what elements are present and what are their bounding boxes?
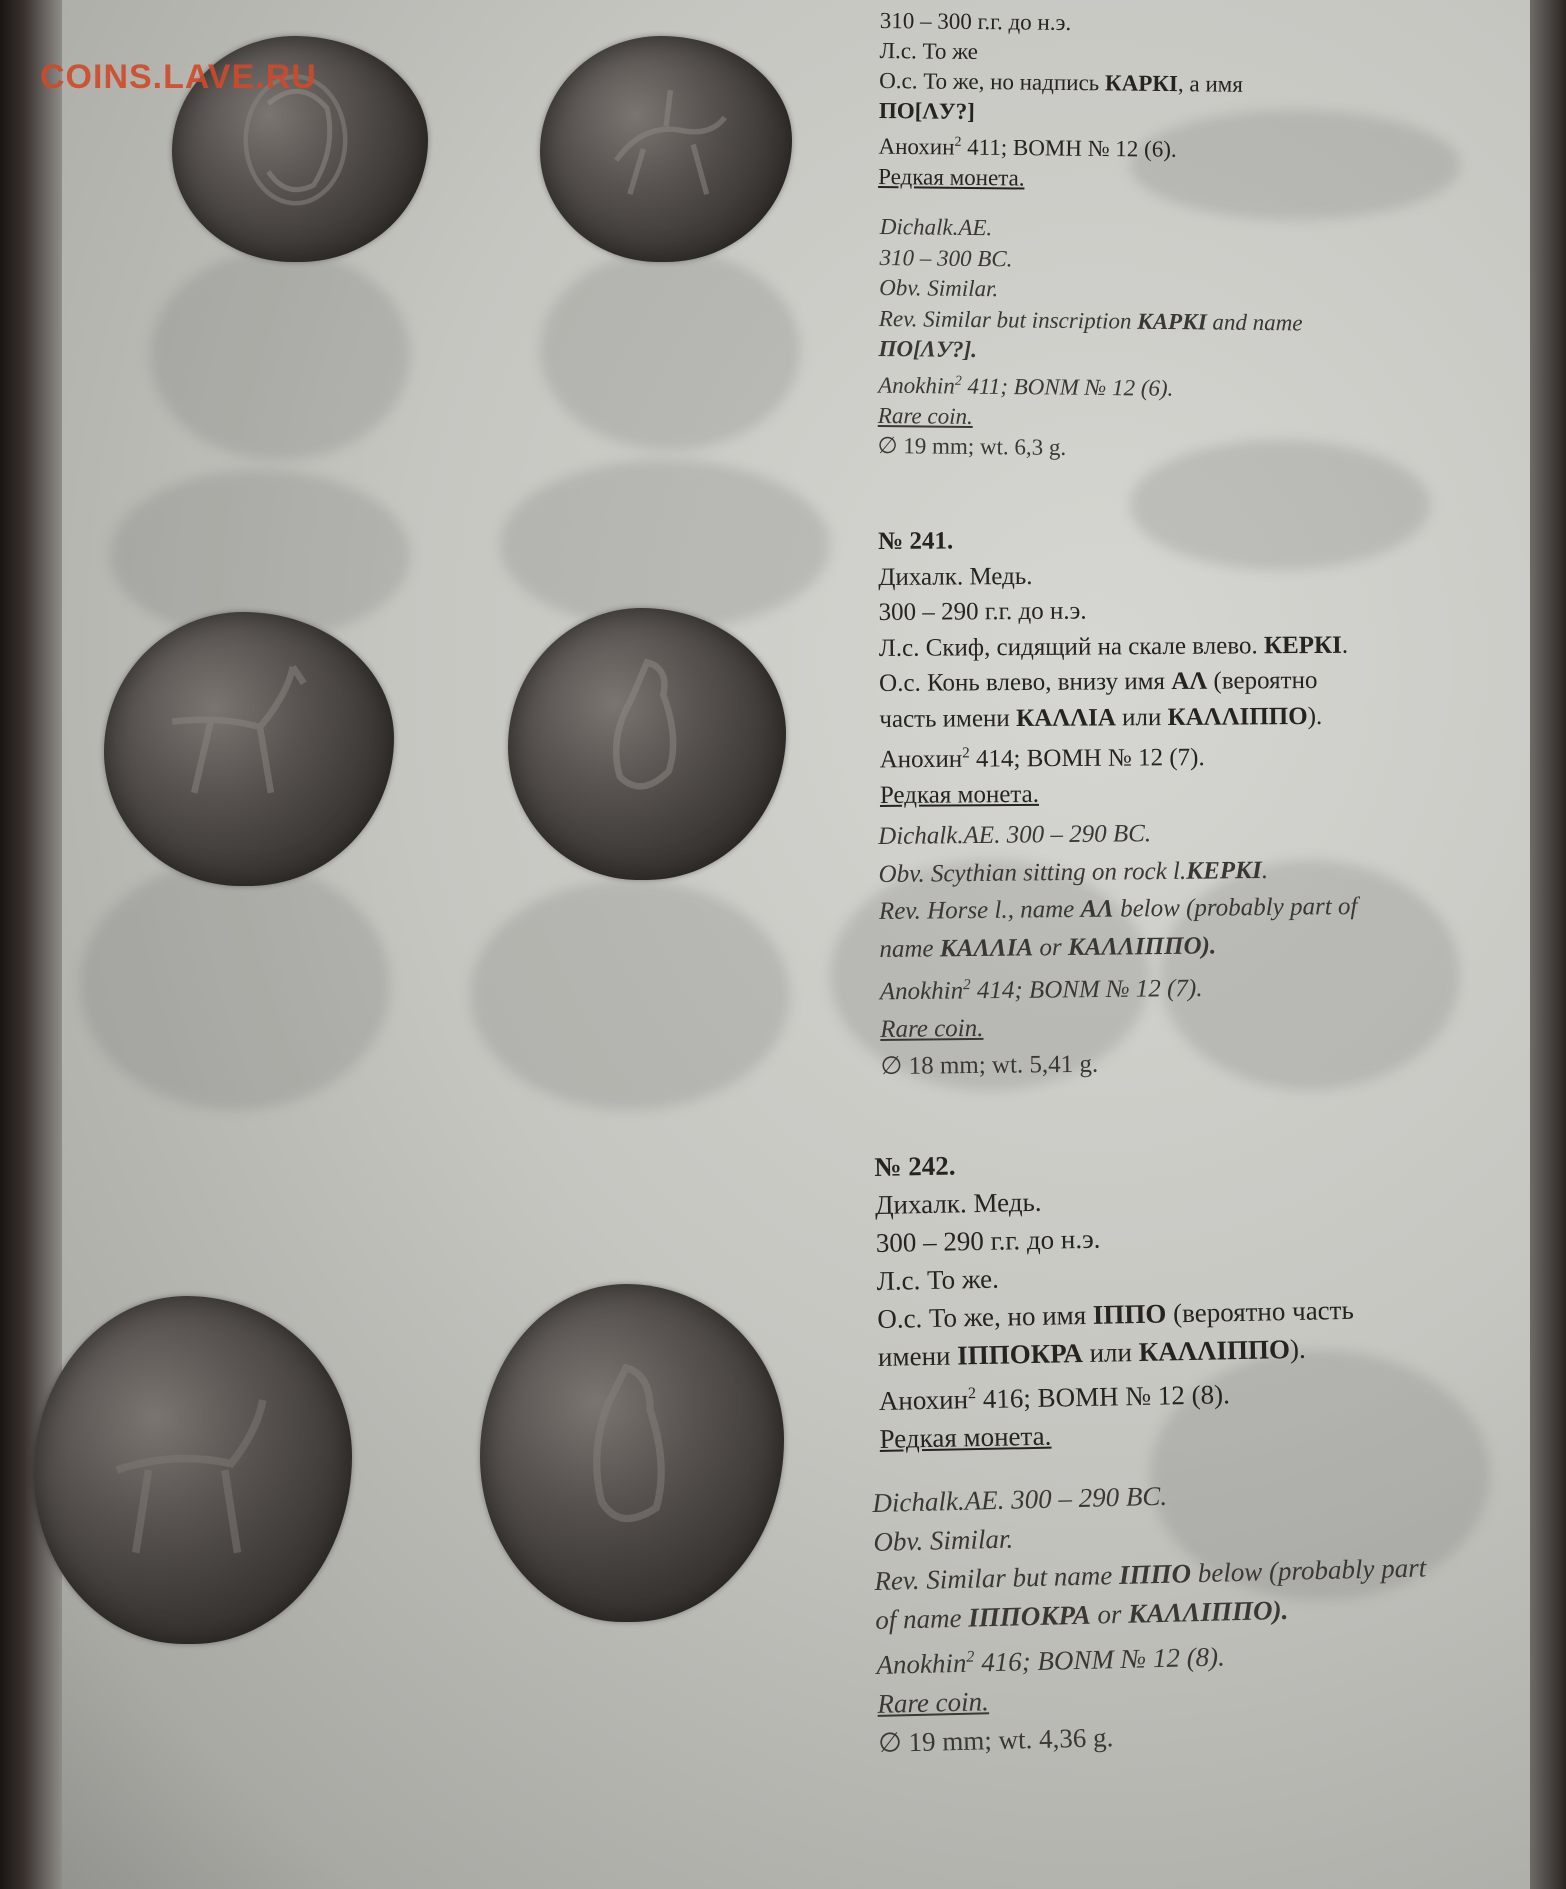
inscription: КАΛΛIППО: [1138, 1334, 1291, 1367]
inscription: IППОКРА: [956, 1338, 1084, 1371]
reference-line: [880, 963, 1359, 1011]
text: below (probably part: [1190, 1552, 1427, 1589]
inscription: КАΛΛIА: [939, 933, 1034, 962]
show-through-shadow: [150, 250, 410, 460]
superscript: 2: [966, 1647, 975, 1666]
coin-242-reverse-photo: [480, 1284, 784, 1622]
text: below (probably part of: [1113, 892, 1358, 923]
text: 414; ВОМН № 12 (7).: [969, 744, 1205, 773]
text: ).: [1289, 1333, 1306, 1365]
seated-scythian-relief: [508, 608, 786, 880]
obverse-line: Obv. Similar.: [879, 274, 999, 302]
rarity-line: Rare coin.: [880, 1014, 984, 1043]
inscription: IППО: [1092, 1298, 1167, 1330]
text: 411; BONM № 12 (6).: [961, 373, 1174, 401]
obverse-line: Obv. Similar.: [873, 1523, 1014, 1557]
denomination-line: Dichalk.AE. 300 – 290 BC.: [872, 1480, 1168, 1518]
text: О.с. Конь влево, внизу имя: [879, 667, 1172, 697]
text: Anokhin: [878, 372, 955, 398]
name-line: ПО[ΛУ?]: [878, 97, 976, 124]
show-through-shadow: [540, 250, 800, 450]
inscription: КАРКI: [1104, 70, 1179, 97]
text: Rev. Similar but name: [874, 1559, 1120, 1596]
rarity-line: Редкая монета.: [879, 1420, 1052, 1454]
text: Анохин: [878, 133, 955, 160]
entry-241-english: [878, 813, 1359, 1086]
superscript: 2: [967, 1384, 977, 1403]
text: Л.с. Скиф, сидящий на скале влево.: [878, 631, 1265, 662]
text: 416; ВОМН № 12 (8).: [975, 1379, 1231, 1415]
entry-242-english: [872, 1471, 1431, 1763]
obverse-line: [879, 627, 1348, 666]
name-line: ПО[ΛУ?].: [878, 335, 978, 363]
obverse-line: [878, 850, 1357, 893]
reverse-line: [879, 303, 1303, 338]
reverse-line-1: [879, 888, 1358, 931]
denomination-line: Dichalk.AE.: [879, 213, 993, 241]
inscription: IППОКРА: [967, 1599, 1092, 1633]
rarity-line: Редкая монета.: [878, 163, 1025, 191]
entry-240-english: [877, 212, 1303, 466]
horse-relief: [104, 612, 394, 886]
date-line: 310 – 300 BC.: [879, 244, 1013, 271]
rarity-line: Редкая монета.: [879, 780, 1040, 809]
denomination-line: Дихалк. Медь.: [874, 1186, 1042, 1220]
coin-241-reverse-photo: [508, 608, 786, 880]
inscription: КАΛΛIА: [1015, 703, 1116, 732]
text: О.с. То же, но имя: [876, 1299, 1094, 1334]
size-weight-line: ∅ 19 mm; wt. 4,36 g.: [877, 1722, 1114, 1758]
text: часть имени: [879, 704, 1017, 733]
text: .: [1261, 856, 1269, 884]
text: .: [1341, 631, 1349, 659]
text: 411; ВОМН № 12 (6).: [961, 134, 1177, 162]
coin-241-obverse-photo: [104, 612, 394, 886]
inscription: КАΛΛIППО: [1167, 702, 1308, 731]
reference-line: [878, 126, 1242, 165]
catalog-number: № 242.: [874, 1150, 956, 1182]
text: , а имя: [1177, 71, 1243, 97]
text: 414; BONM № 12 (7).: [970, 974, 1203, 1005]
text: или: [1082, 1336, 1139, 1369]
coin-242-obverse-photo: [34, 1296, 352, 1644]
obverse-line: Л.с. То же: [879, 37, 979, 65]
text: Rev. Similar but inscription: [878, 305, 1138, 334]
reference-line: [878, 364, 1302, 405]
site-watermark: COINS.LAVE.RU: [40, 58, 317, 96]
horse-relief: [34, 1296, 352, 1644]
inscription: КАРКI: [1137, 308, 1207, 334]
inscription: IППО: [1118, 1558, 1192, 1590]
text: (вероятно: [1207, 666, 1318, 695]
text: 416; BONM № 12 (8).: [974, 1641, 1226, 1678]
text: Rev. Horse l., name: [878, 895, 1081, 925]
text: Anokhin: [876, 1647, 967, 1680]
date-line: 300 – 290 г.г. до н.э.: [878, 597, 1087, 626]
text: of name: [874, 1602, 969, 1635]
obverse-line: Л.с. То же.: [876, 1263, 1000, 1296]
denomination-line: Dichalk.AE. 300 – 290 BC.: [878, 820, 1152, 850]
show-through-shadow: [470, 880, 790, 1110]
inscription: КАΛΛIППО).: [1127, 1594, 1289, 1629]
inscription: КЕРКI: [1263, 631, 1342, 659]
superscript: 2: [962, 977, 971, 994]
text: name: [879, 934, 940, 963]
text: Анохин: [879, 745, 963, 774]
text: О.с. То же, но надпись: [879, 67, 1106, 96]
rarity-line: Rare coin.: [877, 402, 973, 429]
reverse-line-1: [879, 663, 1348, 702]
size-weight-line: ∅ 18 mm; wt. 5,41 g.: [880, 1051, 1099, 1081]
coin-240-reverse-photo: [540, 36, 792, 262]
text: ).: [1307, 702, 1323, 730]
text: and name: [1206, 308, 1303, 335]
text: имени: [877, 1340, 958, 1372]
entry-242-russian: [874, 1139, 1356, 1458]
text: Анохин: [878, 1384, 969, 1416]
text: or: [1033, 933, 1069, 961]
entry-241-russian: [878, 521, 1349, 814]
text: or: [1090, 1598, 1129, 1630]
horse-rider-relief: [540, 36, 792, 262]
superscript: 2: [954, 372, 962, 388]
reference-line: [879, 734, 1349, 778]
reverse-line: [879, 66, 1243, 100]
show-through-shadow: [500, 460, 830, 630]
text: (вероятно часть: [1166, 1294, 1355, 1329]
size-weight-line: ∅ 19 mm; wt. 6,3 g.: [877, 433, 1067, 461]
seated-scythian-relief: [480, 1284, 784, 1622]
inscription: АΛ: [1080, 895, 1115, 923]
entry-240-russian: [878, 6, 1244, 195]
text: Obv. Scythian sitting on rock l.: [878, 857, 1187, 888]
page-right-edge: [1530, 0, 1566, 1889]
superscript: 2: [962, 745, 970, 762]
denomination-line: Дихалк. Медь.: [878, 562, 1033, 591]
text: или: [1115, 703, 1168, 731]
text: Anokhin: [879, 977, 964, 1006]
reverse-line-2: [879, 925, 1358, 968]
inscription: КАΛΛIППО).: [1067, 931, 1217, 961]
superscript: 2: [954, 133, 962, 149]
date-line: 300 – 290 г.г. до н.э.: [875, 1223, 1101, 1258]
show-through-shadow: [80, 860, 390, 1110]
inscription: АΛ: [1171, 667, 1208, 695]
date-line: 310 – 300 г.г. до н.э.: [879, 7, 1072, 36]
inscription: КЕРКI: [1186, 856, 1262, 885]
catalog-number: № 241.: [878, 527, 954, 555]
reverse-line-2: [879, 698, 1348, 737]
rarity-line: Rare coin.: [877, 1686, 990, 1719]
